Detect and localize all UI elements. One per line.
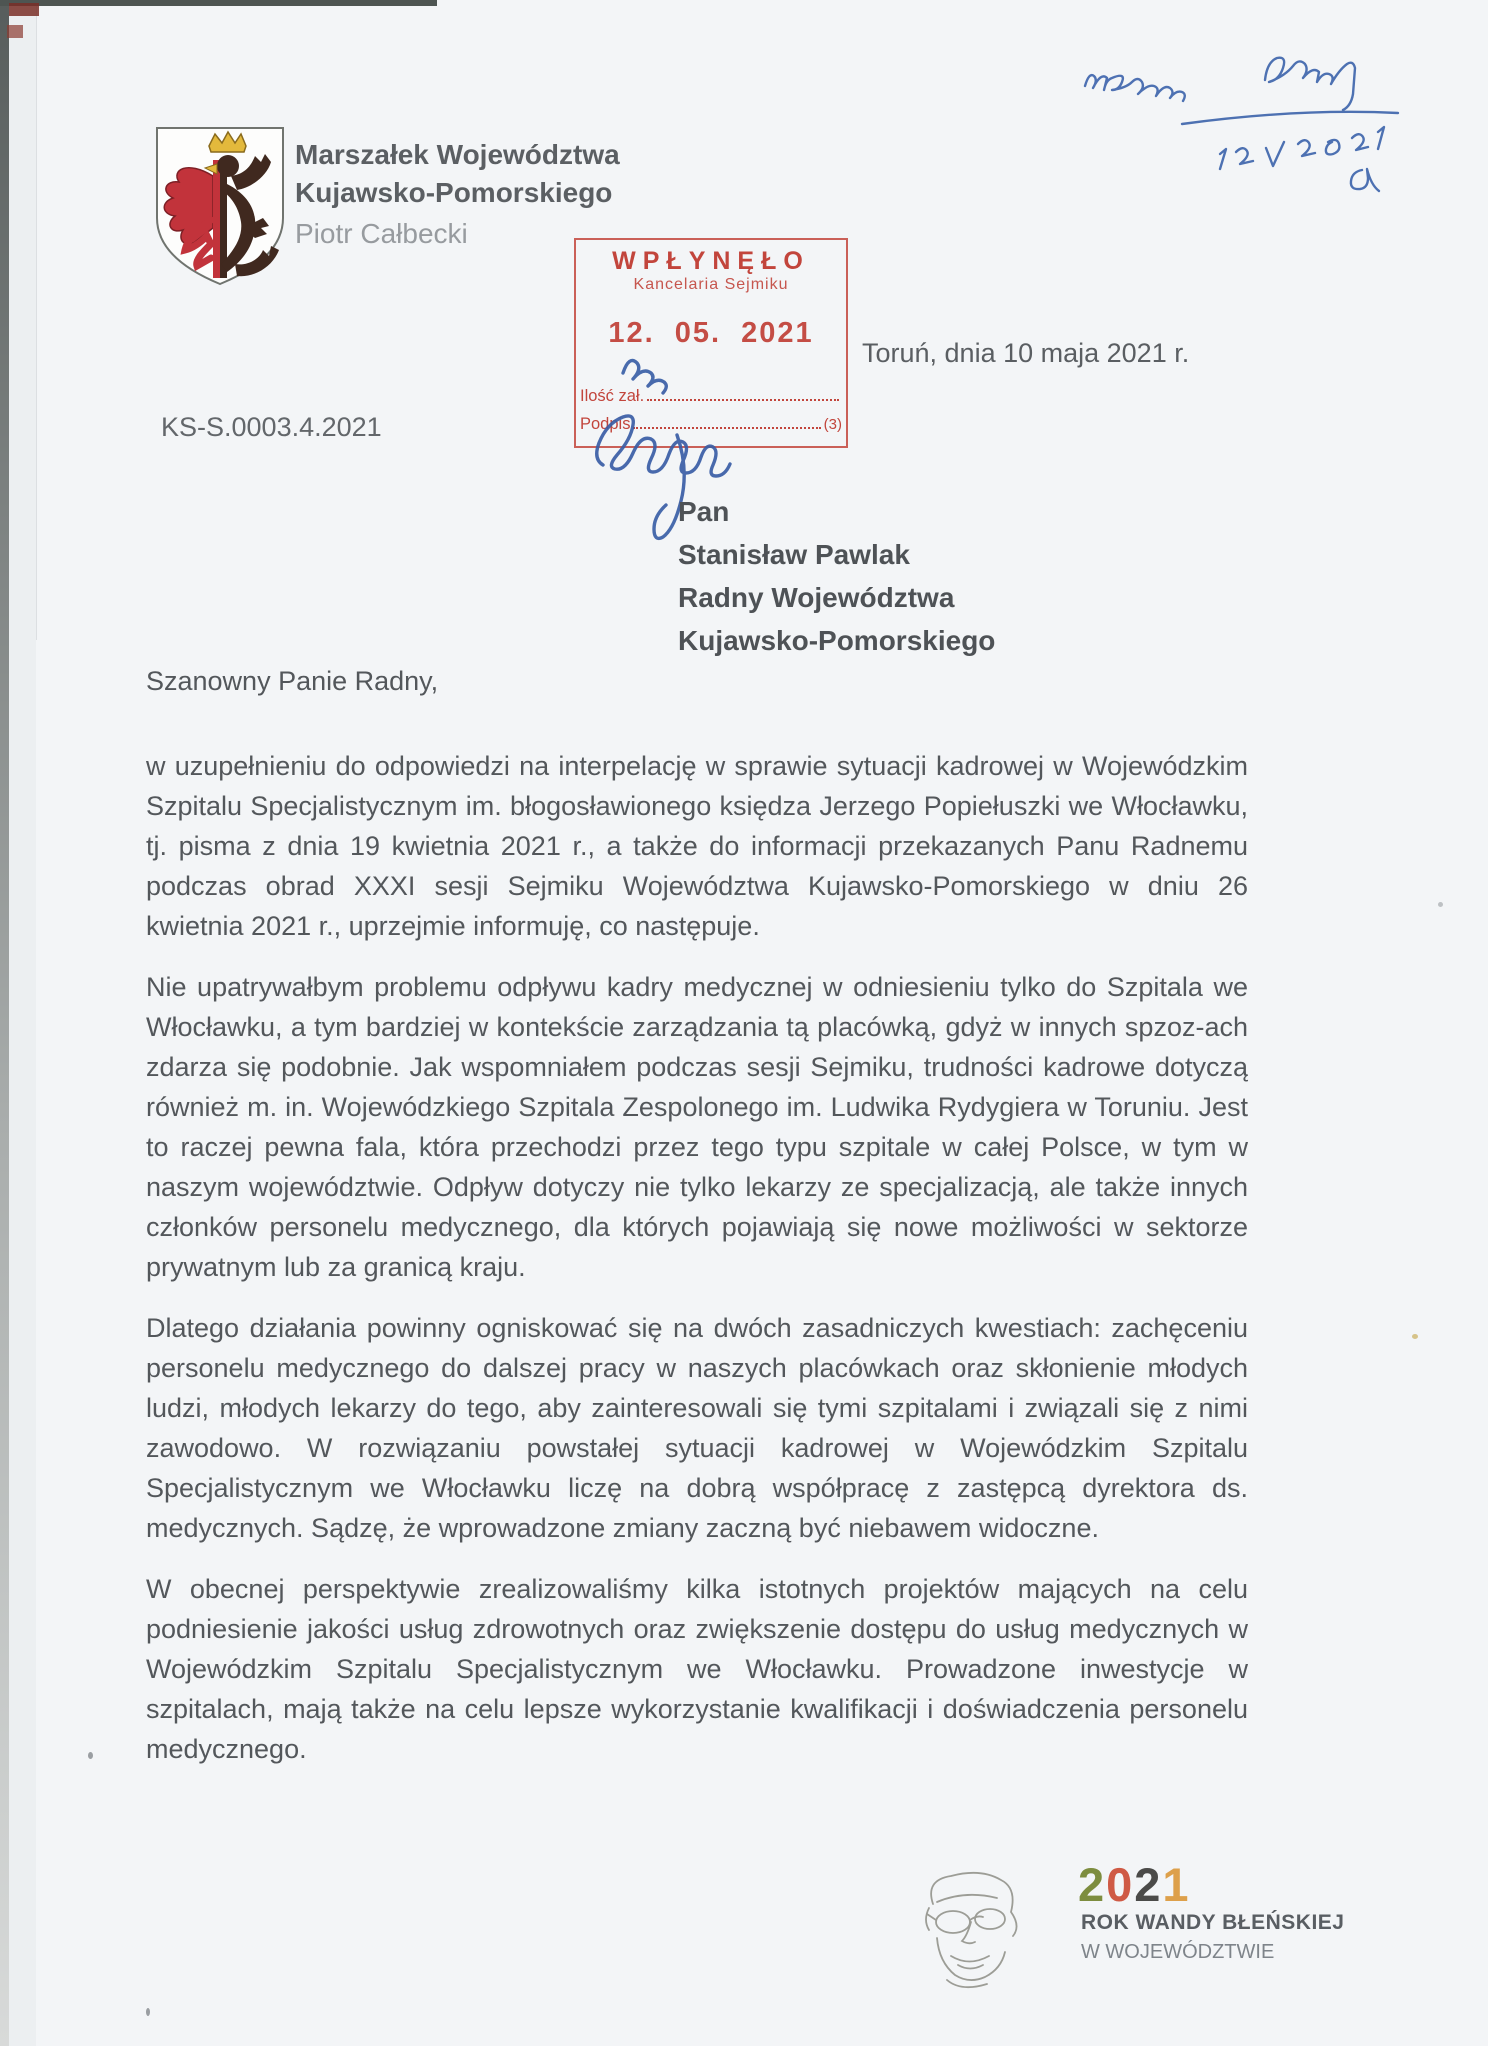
scan-speck [1412, 1334, 1418, 1339]
stamp-signature-row [580, 415, 842, 443]
handwriting-scribble-word2 [1265, 58, 1355, 110]
letter-paragraph: Nie upatrywałbym problemu odpływu kadry medycznej w odniesieniu tylko do Szpitala we Włocławku, a tym bardziej w kontekście zarządzania tą placówką, gdyż w innych spzoz-ach zdarza się podobnie. Jak wspomniałem podczas sesji Sejmiku, trudności kadrowe dotyczą również m. in. Wojewódzkiego Szpitala Zespolonego im. Ludwika Rydygiera w Toruniu. Jest to raczej pewna fala, która przechodzi przez tego typu szpitale w całej Polsce, w tym w naszym województwie. Odpływ dotyczy nie tylko lekarzy ze specjalizacją, ale także innych członków personelu medycznego, dla których pojawiają się nowe możliwości w sektorze prywatnym lub za granicą kraju. [146, 972, 1248, 1282]
scan-speck [1438, 902, 1443, 907]
footer-year-digit: 2 [1134, 1858, 1163, 1911]
footer-campaign-line2: W WOJEWÓDZTWIE [1081, 1941, 1275, 1963]
scan-edge-shadow-top [0, 0, 437, 6]
scan-paper-seam [36, 0, 37, 640]
handwriting-scribble-word1 [1085, 75, 1185, 101]
scan-corner-mark [9, 3, 39, 16]
scan-speck [88, 1752, 93, 1759]
scan-speck [146, 2008, 150, 2016]
dotted-leader [647, 399, 839, 401]
recipient-line: Pan [678, 496, 730, 527]
letter-body [146, 746, 1248, 1790]
recipient-line: Stanisław Pawlak [678, 539, 910, 570]
letter-paragraph: Dlatego działania powinny ogniskować się na dwóch zasadniczych kwestiach: zachęceniu personelu medycznego do dalszej pracy w naszych placówkach oraz skłonienie młodych ludzi, młodych lekarzy do tego, aby zainteresowali się tymi szpitalami i związali się z nimi zawodowo. W rozwiązaniu powstałej sytuacji kadrowej w Wojewódzkim Szpitalu Specjalistycznym we Włocławku liczę na dobrą współpracę z zastępcą dyrektora ds. medycznych. Sądzę, że wprowadzone zmiany zaczną być niebawem widoczne. [146, 1313, 1248, 1543]
sender-block [295, 136, 620, 253]
stamp-signature-label: Podpis [580, 415, 631, 433]
scan-corner-mark [7, 25, 23, 38]
dotted-leader [633, 427, 820, 429]
recipient-block [678, 490, 995, 662]
incoming-stamp [574, 238, 848, 448]
letter-paragraph: w uzupełnieniu do odpowiedzi na interpelację w sprawie sytuacji kadrowej w Wojewódzkim Szpitalu Specjalistycznym im. błogosławionego księdza Jerzego Popiełuszki we Włocławku, tj. pisma z dnia 19 kwietnia 2021 r., a także do informacji przekazanych Panu Radnemu podczas obrad XXXI sesji Sejmiku Województwa Kujawsko-Pomorskiego w dniu 26 kwietnia 2021 r., uprzejmie informuję, co następuje. [146, 751, 1248, 941]
stamp-attachments-row [580, 387, 842, 415]
recipient-line: Kujawsko-Pomorskiego [678, 625, 996, 656]
stamp-number: (3) [823, 416, 842, 433]
recipient-line: Radny Województwa [678, 582, 955, 613]
handwriting-underline [1182, 112, 1398, 124]
footer-year [1078, 1857, 1191, 1912]
stamp-attachments-label: Ilość zał. [580, 387, 645, 405]
salutation: Szanowny Panie Radny, [146, 666, 439, 696]
stamp-fields [576, 387, 846, 446]
handwritten-annotation [1040, 20, 1460, 220]
footer-campaign-line1: ROK WANDY BŁEŃSKIEJ [1081, 1911, 1345, 1934]
reference-number: KS-S.0003.4.2021 [161, 412, 382, 442]
handwriting-flourish [1351, 169, 1379, 191]
letter-paragraph: W obecnej perspektywie zrealizowaliśmy kilka istotnych projektów mających na celu podniesienie jakości usług zdrowotnych oraz zwiększenie dostępu do usług medycznych w Wojewódzkim Szpitalu Specjalistycznym we Włocławku. Prowadzone inwestycje w szpitalach, mają także na celu lepsze wykorzystanie kwalifikacji i doświadczenia personelu medycznego. [146, 1574, 1248, 1764]
footer-year-digit: 0 [1106, 1858, 1135, 1911]
scan-paper-edge [9, 0, 36, 2046]
footer-year-digit: 1 [1162, 1858, 1191, 1911]
wanda-blenska-portrait-sketch [903, 1868, 1033, 2000]
stamp-subtitle: Kancelaria Sejmiku [633, 276, 789, 293]
sender-title-line1: Marszałek Województwa [295, 139, 620, 170]
sender-title-line2: Kujawsko-Pomorskiego [295, 177, 613, 208]
stamp-title: WPŁYNĘŁO [612, 247, 810, 275]
stamp-date: 12. 05. 2021 [608, 317, 814, 349]
footer-year-digit: 2 [1078, 1858, 1107, 1911]
scan-edge-shadow-left [0, 0, 9, 2046]
sender-name: Piotr Całbecki [295, 218, 468, 249]
place-and-date: Toruń, dnia 10 maja 2021 r. [862, 338, 1190, 368]
voivodeship-coat-of-arms [151, 124, 289, 288]
handwriting-date-12-v-2021 [1220, 127, 1384, 169]
